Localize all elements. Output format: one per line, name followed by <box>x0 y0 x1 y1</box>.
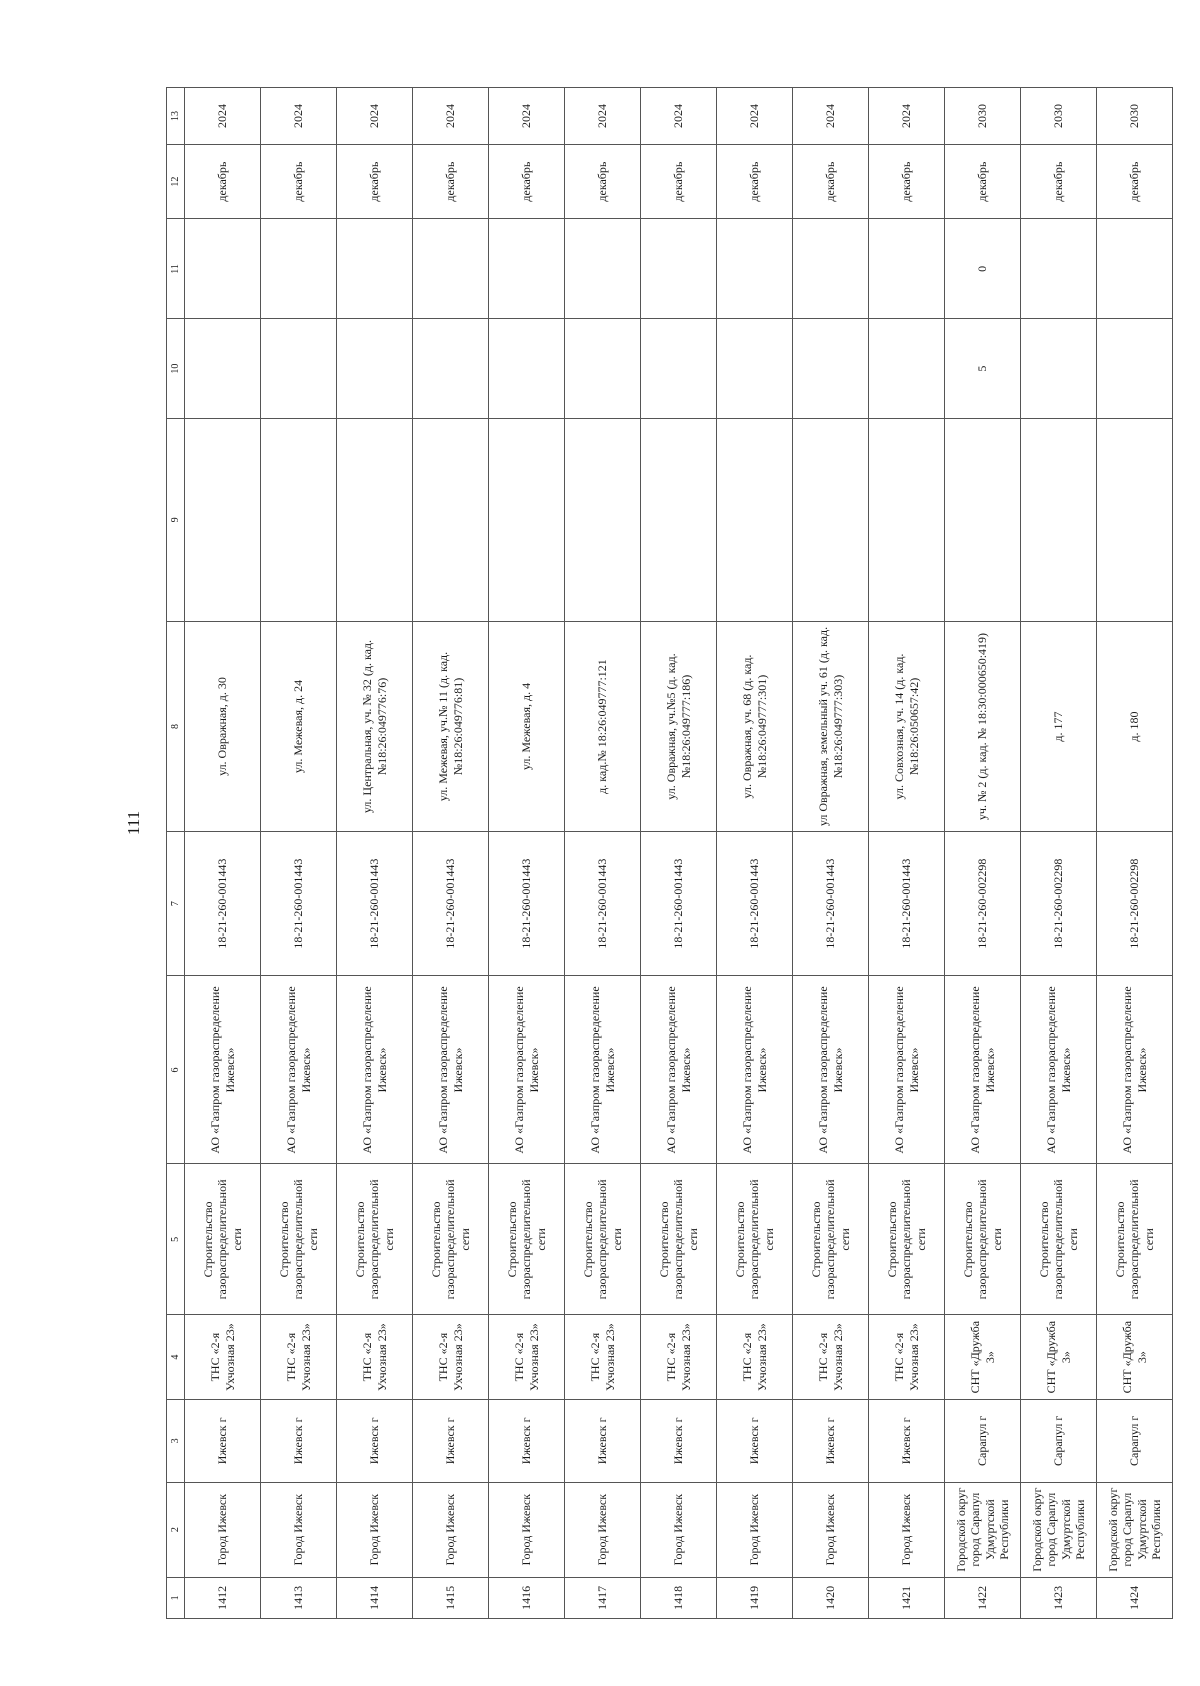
table-cell: декабрь <box>565 144 641 218</box>
table-header <box>167 88 185 1619</box>
table-cell <box>337 418 413 622</box>
column-header: 1 <box>167 1577 185 1618</box>
table-cell <box>793 219 869 319</box>
table-cell: 1413 <box>261 1577 337 1618</box>
table-cell: 2024 <box>717 88 793 145</box>
table-cell <box>261 418 337 622</box>
table-cell: Город Ижевск <box>413 1482 489 1577</box>
table-cell: ТНС «2-я Ухчозная 23» <box>793 1315 869 1400</box>
table-cell: 1424 <box>1097 1577 1173 1618</box>
table-cell: Сарапул г <box>1097 1400 1173 1483</box>
table-cell: 18-21-260-002298 <box>945 831 1021 976</box>
table-cell: ул. Овражная, д. 30 <box>185 622 261 832</box>
table-cell: 18-21-260-002298 <box>1097 831 1173 976</box>
column-header: 13 <box>167 88 185 145</box>
column-header: 4 <box>167 1315 185 1400</box>
table-row <box>793 88 869 1619</box>
table-cell <box>1021 319 1097 418</box>
table-cell: декабрь <box>717 144 793 218</box>
table-cell: Ижевск г <box>641 1400 717 1483</box>
column-header: 2 <box>167 1482 185 1577</box>
table-cell <box>1097 418 1173 622</box>
table-cell: 1422 <box>945 1577 1021 1618</box>
table-cell: 2024 <box>869 88 945 145</box>
table-cell: Город Ижевск <box>793 1482 869 1577</box>
table-cell: 2030 <box>1097 88 1173 145</box>
table-cell: Ижевск г <box>489 1400 565 1483</box>
table-cell <box>489 219 565 319</box>
gas-network-table <box>166 87 1173 1619</box>
table-cell: 1415 <box>413 1577 489 1618</box>
table-cell: декабрь <box>337 144 413 218</box>
table-cell <box>793 319 869 418</box>
table-cell: ул. Межевая, д. 4 <box>489 622 565 832</box>
table-cell: 1414 <box>337 1577 413 1618</box>
column-header: 9 <box>167 418 185 622</box>
table-row <box>717 88 793 1619</box>
table-cell: ул. Овражная, уч. 68 (д. кад.№18:26:049777:301) <box>717 622 793 832</box>
table-cell: 1412 <box>185 1577 261 1618</box>
table-cell: 18-21-260-002298 <box>1021 831 1097 976</box>
table-cell: ТНС «2-я Ухчозная 23» <box>717 1315 793 1400</box>
table-cell <box>413 219 489 319</box>
table-cell <box>869 219 945 319</box>
table-cell: Строительство газораспределительной сети <box>185 1164 261 1315</box>
table-row <box>489 88 565 1619</box>
table-cell: ул. Межевая, д. 24 <box>261 622 337 832</box>
table-cell: Ижевск г <box>565 1400 641 1483</box>
table-row <box>185 88 261 1619</box>
table-cell: д. 180 <box>1097 622 1173 832</box>
column-header: 5 <box>167 1164 185 1315</box>
table-cell: 1423 <box>1021 1577 1097 1618</box>
table-cell: АО «Газпром газораспределение Ижевск» <box>565 976 641 1164</box>
table-row <box>261 88 337 1619</box>
table-cell: 18-21-260-001443 <box>413 831 489 976</box>
table-cell: Сарапул г <box>945 1400 1021 1483</box>
table-cell: АО «Газпром газораспределение Ижевск» <box>945 976 1021 1164</box>
table-cell <box>185 219 261 319</box>
table-cell: декабрь <box>261 144 337 218</box>
table-cell: ул. Овражная, уч.№5 (д. кад.№18:26:049777:186) <box>641 622 717 832</box>
table-cell: ТНС «2-я Ухчозная 23» <box>185 1315 261 1400</box>
table-cell <box>261 319 337 418</box>
table-cell: АО «Газпром газораспределение Ижевск» <box>261 976 337 1164</box>
table-cell: ТНС «2-я Ухчозная 23» <box>337 1315 413 1400</box>
table-cell: ТНС «2-я Ухчозная 23» <box>641 1315 717 1400</box>
table-cell: СНТ «Дружба 3» <box>945 1315 1021 1400</box>
table-cell: 18-21-260-001443 <box>489 831 565 976</box>
table-cell <box>641 418 717 622</box>
table-cell: 2024 <box>489 88 565 145</box>
column-header: 6 <box>167 976 185 1164</box>
page-number: 111 <box>124 810 143 836</box>
table-cell <box>717 418 793 622</box>
table-cell: декабрь <box>793 144 869 218</box>
table-cell: 2030 <box>1021 88 1097 145</box>
column-header: 12 <box>167 144 185 218</box>
table-cell: Сарапул г <box>1021 1400 1097 1483</box>
table-cell: АО «Газпром газораспределение Ижевск» <box>185 976 261 1164</box>
table-cell: 2024 <box>565 88 641 145</box>
rotated-table-container <box>166 87 1163 1619</box>
table-cell <box>261 219 337 319</box>
table-cell: 1419 <box>717 1577 793 1618</box>
table-cell: 5 <box>945 319 1021 418</box>
table-cell: ул Овражная, земельный уч. 61 (д. кад.№18:26:049777:303) <box>793 622 869 832</box>
table-cell: Город Ижевск <box>641 1482 717 1577</box>
table-cell: Городской округ город Сарапул Удмуртской Республики <box>945 1482 1021 1577</box>
table-cell: ТНС «2-я Ухчозная 23» <box>489 1315 565 1400</box>
table-cell: ТНС «2-я Ухчозная 23» <box>565 1315 641 1400</box>
table-cell <box>337 219 413 319</box>
table-cell: Строительство газораспределительной сети <box>413 1164 489 1315</box>
table-cell: АО «Газпром газораспределение Ижевск» <box>337 976 413 1164</box>
table-cell: Ижевск г <box>793 1400 869 1483</box>
table-cell: АО «Газпром газораспределение Ижевск» <box>489 976 565 1164</box>
table-cell <box>337 319 413 418</box>
table-cell: 18-21-260-001443 <box>565 831 641 976</box>
table-cell: СНТ «Дружба 3» <box>1021 1315 1097 1400</box>
table-cell: Ижевск г <box>413 1400 489 1483</box>
table-row <box>945 88 1021 1619</box>
table-cell <box>641 319 717 418</box>
table-cell: 1418 <box>641 1577 717 1618</box>
table-cell <box>1097 219 1173 319</box>
table-row <box>869 88 945 1619</box>
table-cell: 18-21-260-001443 <box>717 831 793 976</box>
table-cell: Строительство газораспределительной сети <box>869 1164 945 1315</box>
table-cell: Город Ижевск <box>565 1482 641 1577</box>
table-cell: АО «Газпром газораспределение Ижевск» <box>869 976 945 1164</box>
column-header: 10 <box>167 319 185 418</box>
table-cell: 2030 <box>945 88 1021 145</box>
table-cell: ТНС «2-я Ухчозная 23» <box>869 1315 945 1400</box>
table-cell <box>185 418 261 622</box>
table-row <box>565 88 641 1619</box>
table-cell: ТНС «2-я Ухчозная 23» <box>261 1315 337 1400</box>
table-cell: 18-21-260-001443 <box>261 831 337 976</box>
table-cell: д. кад.№ 18:26:049777:121 <box>565 622 641 832</box>
table-cell: Ижевск г <box>185 1400 261 1483</box>
table-cell: Строительство газораспределительной сети <box>1021 1164 1097 1315</box>
table-cell: Ижевск г <box>869 1400 945 1483</box>
table-row <box>1097 88 1173 1619</box>
table-cell <box>1021 219 1097 319</box>
table-cell: АО «Газпром газораспределение Ижевск» <box>717 976 793 1164</box>
table-cell: Город Ижевск <box>489 1482 565 1577</box>
table-cell <box>413 418 489 622</box>
table-cell: ул. Центральная, уч. № 32 (д. кад.№18:26:049776:76) <box>337 622 413 832</box>
table-cell: декабрь <box>641 144 717 218</box>
table-cell <box>717 219 793 319</box>
table-cell: 18-21-260-001443 <box>185 831 261 976</box>
table-cell <box>565 319 641 418</box>
table-cell: декабрь <box>413 144 489 218</box>
table-cell <box>489 319 565 418</box>
table-cell: АО «Газпром газораспределение Ижевск» <box>641 976 717 1164</box>
table-cell <box>869 319 945 418</box>
table-cell: АО «Газпром газораспределение Ижевск» <box>793 976 869 1164</box>
table-cell <box>413 319 489 418</box>
table-cell: 18-21-260-001443 <box>337 831 413 976</box>
table-cell: 1416 <box>489 1577 565 1618</box>
table-cell: Строительство газораспределительной сети <box>565 1164 641 1315</box>
table-cell: Строительство газораспределительной сети <box>717 1164 793 1315</box>
table-row <box>413 88 489 1619</box>
table-cell: 0 <box>945 219 1021 319</box>
table-cell: декабрь <box>185 144 261 218</box>
table-cell <box>717 319 793 418</box>
table-cell: ул. Межевая, уч.№ 11 (д. кад.№18:26:049776:81) <box>413 622 489 832</box>
table-cell: 18-21-260-001443 <box>641 831 717 976</box>
table-cell: АО «Газпром газораспределение Ижевск» <box>1021 976 1097 1164</box>
table-cell: 2024 <box>413 88 489 145</box>
table-cell: уч. № 2 (д. кад. № 18:30:000650:419) <box>945 622 1021 832</box>
table-cell: СНТ «Дружба 3» <box>1097 1315 1173 1400</box>
table-row <box>641 88 717 1619</box>
table-cell: 2024 <box>793 88 869 145</box>
table-cell: 2024 <box>337 88 413 145</box>
column-header: 7 <box>167 831 185 976</box>
table-cell: декабрь <box>489 144 565 218</box>
table-cell: 2024 <box>261 88 337 145</box>
table-cell: Городской округ город Сарапул Удмуртской Республики <box>1097 1482 1173 1577</box>
table-cell <box>1021 418 1097 622</box>
table-cell <box>565 418 641 622</box>
column-header: 11 <box>167 219 185 319</box>
table-cell: ТНС «2-я Ухчозная 23» <box>413 1315 489 1400</box>
table-cell: Строительство газораспределительной сети <box>641 1164 717 1315</box>
table-cell: Город Ижевск <box>185 1482 261 1577</box>
table-cell: Ижевск г <box>261 1400 337 1483</box>
table-row <box>337 88 413 1619</box>
table-cell: Строительство газораспределительной сети <box>261 1164 337 1315</box>
table-cell <box>489 418 565 622</box>
table-cell: 2024 <box>641 88 717 145</box>
table-cell: декабрь <box>1097 144 1173 218</box>
table-cell: Город Ижевск <box>869 1482 945 1577</box>
table-cell <box>565 219 641 319</box>
table-cell: 1420 <box>793 1577 869 1618</box>
table-cell <box>1097 319 1173 418</box>
column-header: 3 <box>167 1400 185 1483</box>
column-header: 8 <box>167 622 185 832</box>
table-cell: Город Ижевск <box>717 1482 793 1577</box>
table-cell: 18-21-260-001443 <box>793 831 869 976</box>
table-cell: декабрь <box>1021 144 1097 218</box>
table-cell: 18-21-260-001443 <box>869 831 945 976</box>
table-body <box>185 88 1173 1619</box>
table-cell <box>641 219 717 319</box>
table-row <box>1021 88 1097 1619</box>
table-cell: Строительство газораспределительной сети <box>793 1164 869 1315</box>
table-cell: Город Ижевск <box>261 1482 337 1577</box>
table-cell: Городской округ город Сарапул Удмуртской Республики <box>1021 1482 1097 1577</box>
table-cell <box>945 418 1021 622</box>
table-cell: 1417 <box>565 1577 641 1618</box>
table-cell <box>869 418 945 622</box>
table-cell: Ижевск г <box>717 1400 793 1483</box>
table-cell: АО «Газпром газораспределение Ижевск» <box>1097 976 1173 1164</box>
table-cell: Строительство газораспределительной сети <box>945 1164 1021 1315</box>
table-cell: 1421 <box>869 1577 945 1618</box>
table-cell: 2024 <box>185 88 261 145</box>
table-cell: декабрь <box>869 144 945 218</box>
table-cell: Строительство газораспределительной сети <box>1097 1164 1173 1315</box>
table-cell: Строительство газораспределительной сети <box>489 1164 565 1315</box>
table-cell <box>185 319 261 418</box>
table-cell: д. 177 <box>1021 622 1097 832</box>
table-cell: ул. Совхозная, уч. 14 (д. кад.№18:26:050657:42) <box>869 622 945 832</box>
table-cell: Город Ижевск <box>337 1482 413 1577</box>
table-cell: Ижевск г <box>337 1400 413 1483</box>
table-cell: Строительство газораспределительной сети <box>337 1164 413 1315</box>
table-cell: декабрь <box>945 144 1021 218</box>
table-cell: АО «Газпром газораспределение Ижевск» <box>413 976 489 1164</box>
table-cell <box>793 418 869 622</box>
